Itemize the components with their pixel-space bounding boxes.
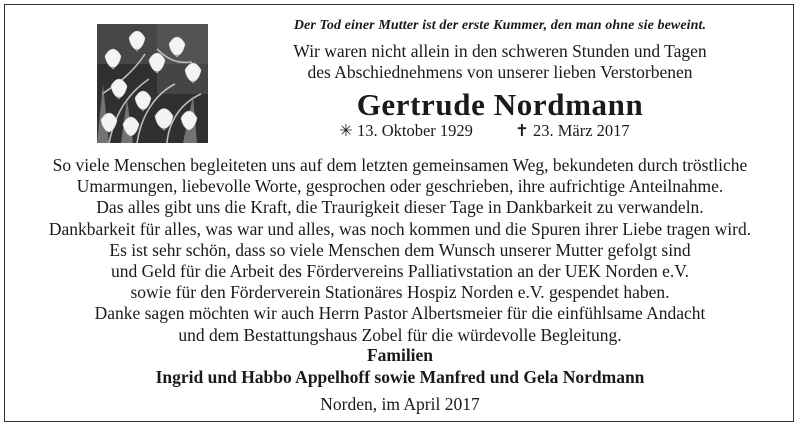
death-date: ✝ 23. März 2017 (515, 121, 630, 140)
family-title: Familien (366, 345, 434, 365)
thanks-line: Dankbarkeit für alles, was war und alles, was noch kommen und die Spuren ihrer Liebe tragen wird. (48, 218, 752, 239)
thanks-line: Umarmungen, liebevolle Worte, gesprochen oder geschrieben, ihre aufrichtige Anteilnahme. (76, 176, 724, 197)
thanks-text (10, 155, 790, 346)
thanks-line: und dem Bestattungshaus Zobel für die würdevolle Begleitung. (178, 324, 622, 345)
thanks-line: Das alles gibt uns die Kraft, die Traurigkeit dieser Tage in Dankbarkeit zu verwandeln. (96, 197, 704, 218)
intro-text (240, 41, 760, 83)
birth-date: ✳ 13. Oktober 1929 (339, 121, 473, 140)
family-names: Ingrid und Habbo Appelhoff sowie Manfred und Gela Nordmann (155, 367, 645, 387)
thanks-line: sowie für den Förderverein Stationäres Hospiz Norden e.V. gespendet haben. (130, 282, 670, 303)
motto-quote: Der Tod einer Mutter ist der erste Kummer, den man ohne sie beweint. (293, 18, 707, 33)
thanks-line: und Geld für die Arbeit des Fördervereins Palliativstation an der UEK Norden e.V. (110, 261, 689, 282)
deceased-name: Gertrude Nordmann (356, 87, 644, 122)
thanks-line: Danke sagen möchten wir auch Herrn Pastor Albertsmeier für die einfühlsame Andacht (94, 303, 706, 324)
place-date: Norden, im April 2017 (320, 394, 480, 414)
thanks-line: Es ist sehr schön, dass so viele Menschen dem Wunsch unserer Mutter gefolgt sind (109, 239, 691, 260)
intro-line: des Abschiednehmens von unserer lieben Verstorbenen (307, 62, 693, 82)
intro-line: Wir waren nicht allein in den schweren Stunden und Tagen (293, 41, 707, 61)
thanks-line: So viele Menschen begleiteten uns auf dem letzten gemeinsamen Weg, bekundeten durch tröstliche (52, 155, 748, 175)
snowdrop-flowers-photo (97, 24, 208, 143)
